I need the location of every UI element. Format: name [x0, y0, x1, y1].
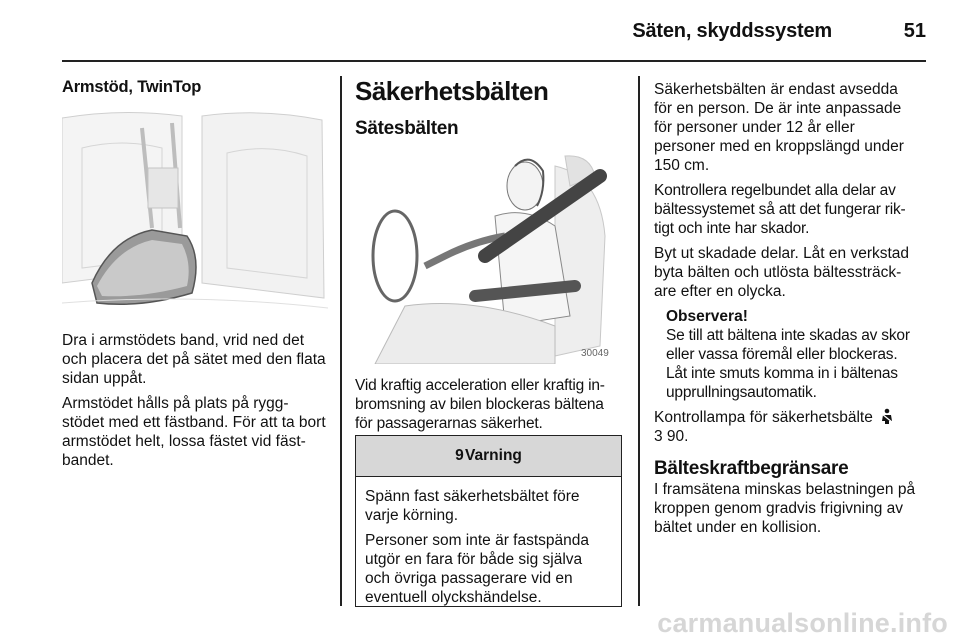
warning-body — [356, 477, 621, 607]
armrest-text — [62, 331, 330, 476]
warning-box — [355, 435, 622, 607]
armrest-drawing — [62, 108, 328, 313]
info-paragraph-3: Byt ut skadade delar. Låt en verkstad byta bälten och utlösta bältessträck-are efter en olycka. — [654, 245, 910, 300]
note-block — [666, 307, 920, 402]
seat-belts-subheading: Sätesbälten — [355, 118, 459, 139]
armrest-paragraph-2: Armstödet hålls på plats på rygg-stödet med ett fästband. För att ta bort armstödet helt, lossa fästet vid fäst-bandet. — [62, 395, 326, 469]
info-paragraph-5: I framsätena minskas belastningen på kroppen genom gradvis frigivning av bältet under en kollision. — [654, 481, 916, 536]
info-paragraph-1: Säkerhetsbälten är endast avsedda för en person. De är inte anpassade för personer under 12 år eller personer med en kroppslängd under 150 cm. — [654, 81, 904, 174]
column-seatbelts — [355, 76, 625, 140]
force-limiter-heading: Bälteskraftbegränsare — [654, 458, 849, 479]
figure-code: 30049 — [581, 348, 609, 359]
header-rule — [62, 60, 926, 62]
info-paragraph-4 — [654, 408, 920, 427]
seatbelt-text — [355, 376, 625, 439]
seatbelt-paragraph-1: Vid kraftig acceleration eller kraftig in-bromsning av bilen blockeras bältena för passagerarnas säkerhet. — [355, 377, 605, 432]
seatbelt-icon — [880, 408, 894, 425]
driver-seatbelt-drawing — [355, 146, 623, 364]
warning-paragraph-1: Spänn fast säkerhetsbältet före varje körning. — [365, 488, 580, 524]
indicator-text: Kontrollampa för säkerhetsbälte — [654, 409, 873, 426]
armrest-illustration — [62, 108, 328, 313]
column-divider-2 — [638, 76, 640, 606]
column-divider-1 — [340, 76, 342, 606]
seatbelts-heading: Säkerhetsbälten — [355, 76, 549, 106]
note-title: Observera! — [666, 308, 748, 325]
info-paragraph-2: Kontrollera regelbundet alla delar av bältessystemet så att det fungerar rik-tigt och inte har skador. — [654, 182, 906, 237]
watermark: carmanualsonline.info — [657, 608, 948, 638]
armrest-paragraph-1: Dra i armstödets band, vrid ned det och placera det på sätet med den flata sidan uppåt. — [62, 332, 326, 387]
warning-title: Varning — [465, 447, 522, 464]
warning-header — [356, 436, 621, 477]
seatbelt-illustration — [355, 146, 623, 364]
warning-triangle-icon: 9 — [455, 447, 464, 464]
page-title: Säten, skyddssystem — [632, 20, 832, 42]
warning-paragraph-2: Personer som inte är fastspända utgör en fara för både sig själva och övriga passagerare vid en eventuell olyckshändelse. — [365, 532, 590, 606]
column-armrest — [62, 78, 328, 97]
page-reference[interactable]: 3 90. — [654, 428, 689, 445]
note-text: Se till att bältena inte skadas av skor eller vassa föremål eller blockeras. Låt inte smuts komma in i bältenas upprullningsautomatik. — [666, 327, 910, 401]
page-number: 51 — [903, 20, 926, 42]
armrest-heading: Armstöd, TwinTop — [62, 78, 202, 96]
page-header — [0, 0, 960, 62]
column-seatbelt-info — [654, 80, 920, 543]
